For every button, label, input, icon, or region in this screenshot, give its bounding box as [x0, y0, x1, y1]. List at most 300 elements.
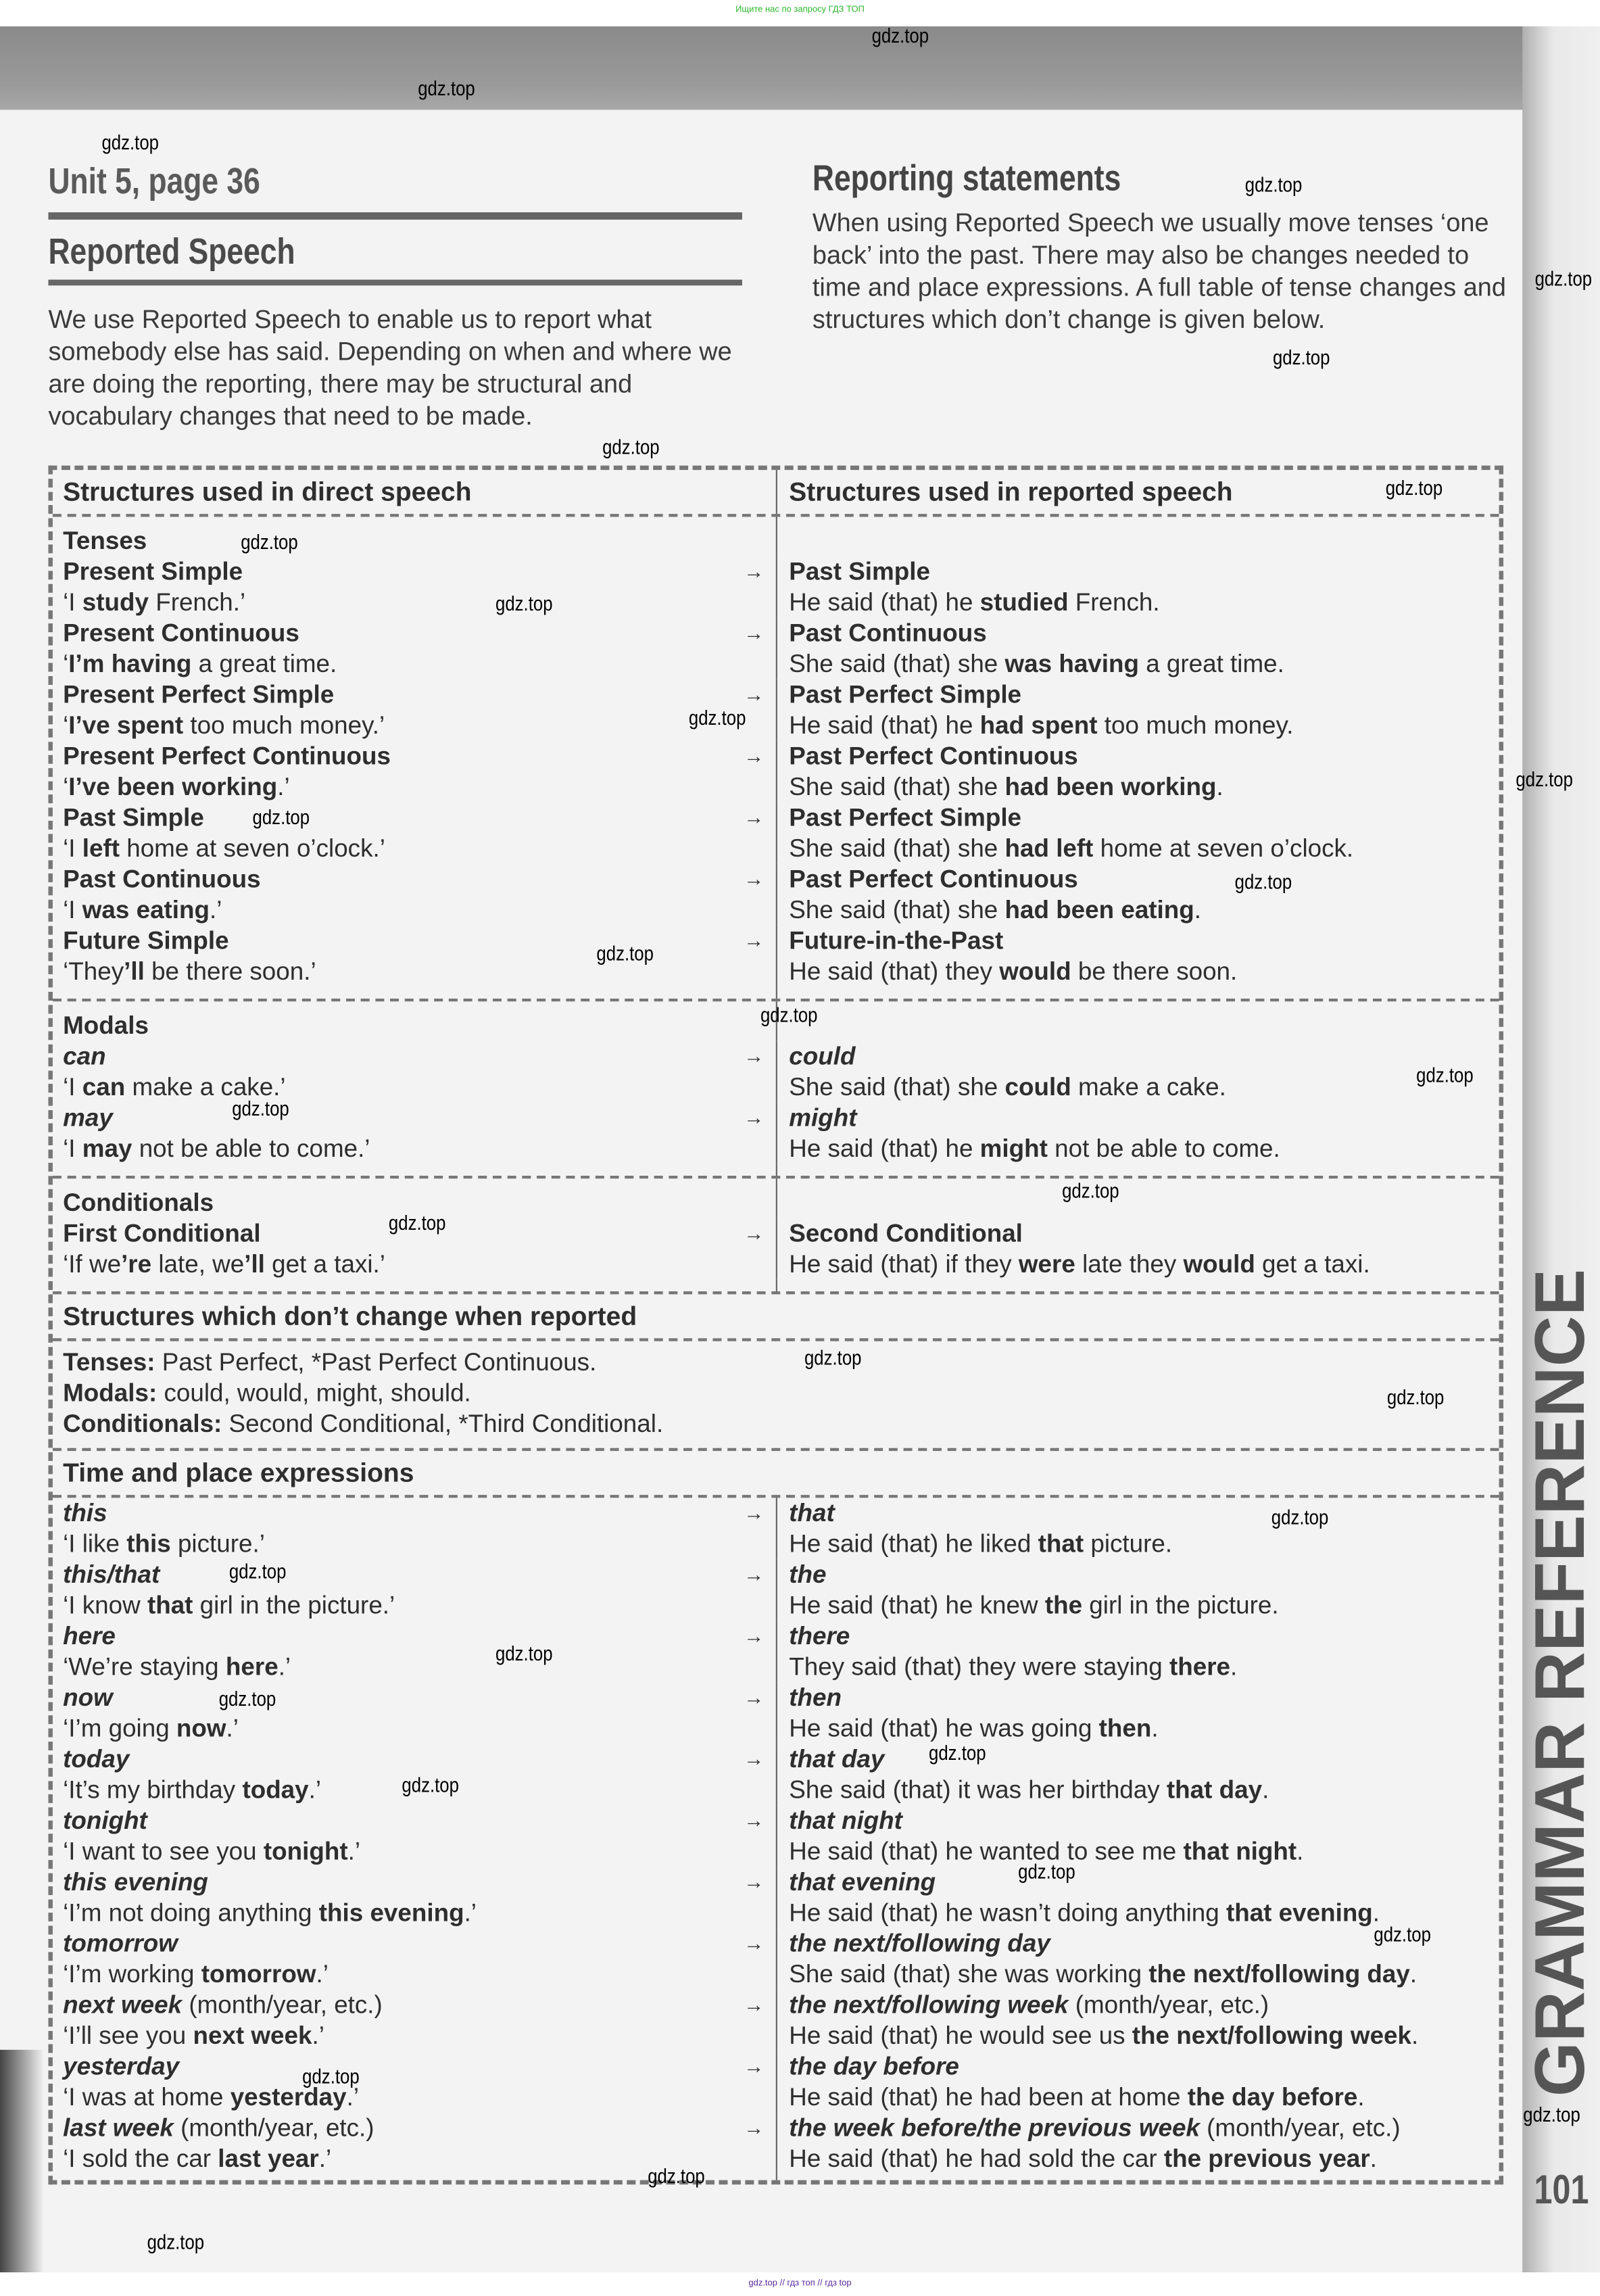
- reported-form-label: [789, 679, 1490, 710]
- table-row: [53, 1805, 1499, 1867]
- text-segment: then: [789, 1683, 842, 1712]
- direct-form-label: [63, 1498, 776, 1528]
- text-segment: girl in the picture.: [1082, 1592, 1279, 1620]
- direct-speech-cell: [53, 1103, 777, 1164]
- intro-paragraph: We use Reported Speech to enable us to report what somebody else has said. Depending on when and where we are doing the reporting, there may be structural and vocabulary changes that need to be made.: [48, 304, 732, 431]
- text-segment: ’ll: [124, 957, 145, 986]
- text-segment: this evening: [318, 1898, 464, 1927]
- text-segment: can: [82, 1073, 126, 1101]
- direct-form-label: [63, 1990, 776, 2020]
- watermark-text: gdz.top: [760, 1003, 818, 1027]
- text-segment: the next/following week: [789, 1991, 1069, 2019]
- section-label-row: [53, 1176, 1499, 1218]
- text-segment: Past Perfect Simple: [789, 803, 1022, 832]
- watermark-text: gdz.top: [402, 1773, 459, 1797]
- text-segment: picture.: [1084, 1530, 1173, 1558]
- text-segment: .: [1216, 773, 1223, 801]
- direct-example: [63, 771, 776, 802]
- arrow-right-icon: →: [744, 1562, 765, 1586]
- text-segment: left: [82, 834, 120, 863]
- reported-speech-cell: [777, 679, 1499, 741]
- text-segment: .: [1296, 1837, 1304, 1865]
- heading-rule: [48, 212, 742, 220]
- text-segment: picture.’: [170, 1530, 265, 1558]
- direct-example: [63, 1836, 776, 1867]
- watermark-text: gdz.top: [1244, 172, 1303, 197]
- watermark-text: gdz.top: [1416, 1063, 1474, 1086]
- table-end: [53, 2174, 1499, 2180]
- text-segment: can: [63, 1042, 106, 1071]
- text-segment: He said (that) he: [789, 711, 980, 740]
- text-segment: that evening: [789, 1868, 936, 1896]
- empty-cell: [777, 1178, 1499, 1218]
- text-segment: last year: [218, 2145, 319, 2173]
- text-segment: .: [1409, 1960, 1417, 1988]
- text-segment: that: [789, 1499, 835, 1527]
- spacer-cell: [777, 2174, 1499, 2180]
- reported-speech-cell: [777, 926, 1499, 987]
- reported-example: [789, 1133, 1490, 1164]
- direct-example: [63, 710, 776, 740]
- watermark-text: gdz.top: [418, 76, 475, 100]
- text-segment: now: [176, 1714, 226, 1743]
- reported-form-label: [789, 1218, 1490, 1249]
- text-segment: this evening: [63, 1868, 208, 1896]
- text-segment: tomorrow: [201, 1960, 316, 1988]
- direct-speech-cell: [53, 803, 777, 864]
- text-segment: .’: [210, 896, 222, 924]
- text-segment: ‘I sold the car: [63, 2145, 218, 2173]
- reported-example: [789, 894, 1490, 925]
- text-segment: be there soon.: [1071, 957, 1238, 986]
- direct-speech-cell: [53, 2051, 777, 2113]
- direct-form-label: [63, 1928, 776, 1959]
- reported-form-label: [789, 1621, 1490, 1651]
- watermark-text: gdz.top: [495, 591, 553, 615]
- watermark-text: gdz.top: [101, 130, 160, 154]
- direct-speech-heading: Structures used in direct speech: [63, 477, 472, 507]
- text-segment: .: [1411, 2022, 1419, 2050]
- direct-form-label: [63, 1867, 776, 1897]
- text-segment: ‘I know: [63, 1592, 147, 1620]
- reported-form-label: [789, 741, 1490, 771]
- text-segment: He said (that) he wasn’t doing anything: [789, 1898, 1226, 1927]
- text-segment: had been working: [1004, 773, 1217, 801]
- reported-speech-cell: [777, 556, 1499, 618]
- text-segment: ‘I was at home: [63, 2083, 231, 2111]
- text-segment: that night: [1183, 1837, 1297, 1865]
- watermark-text: gdz.top: [1385, 475, 1443, 500]
- text-segment: Past Simple: [789, 558, 930, 586]
- watermark-text: gdz.top: [147, 2230, 205, 2253]
- text-segment: She said (that) she: [789, 650, 1005, 678]
- reported-speech-cell: [777, 803, 1499, 864]
- text-segment: the next/following week: [1132, 2022, 1412, 2050]
- direct-form-label: [63, 1103, 776, 1133]
- text-segment: here: [63, 1622, 116, 1650]
- arrow-right-icon: →: [744, 2115, 765, 2139]
- text-segment: ‘I like: [63, 1530, 127, 1558]
- reported-form-label: [789, 1682, 1490, 1713]
- direct-form-label: [63, 803, 776, 833]
- arrow-right-icon: →: [744, 1221, 765, 1245]
- text-segment: .’: [318, 2145, 332, 2173]
- unchanged-item: [63, 1408, 1488, 1439]
- text-segment: Past Perfect Continuous: [789, 865, 1078, 894]
- text-segment: the previous year: [1163, 2145, 1370, 2173]
- text-segment: .’: [278, 1652, 291, 1681]
- top-banner[interactable]: Ищите нас по запросу ГДЗ ТОП: [0, 0, 1600, 26]
- text-segment: the next/following day: [1148, 1960, 1410, 1988]
- reported-speech-cell: [777, 618, 1499, 679]
- reported-form-label: [789, 803, 1490, 833]
- table-row: [53, 1041, 1499, 1103]
- reported-form-label: [789, 864, 1490, 894]
- table-row: [53, 1867, 1499, 1928]
- text-segment: too much money.: [1097, 711, 1294, 740]
- text-segment: home at seven o’clock.’: [120, 834, 385, 863]
- direct-speech-cell: [53, 1041, 777, 1103]
- text-segment: were: [1018, 1250, 1075, 1278]
- reported-speech-cell: [777, 1041, 1499, 1103]
- text-segment: ‘I’ll see you: [63, 2022, 193, 2050]
- reported-form-label: [789, 556, 1490, 587]
- text-segment: .: [1369, 2145, 1377, 2173]
- table-row: [53, 741, 1499, 803]
- arrow-right-icon: →: [744, 928, 765, 952]
- text-segment: ’re: [121, 1250, 152, 1278]
- text-segment: then: [1098, 1714, 1152, 1743]
- reported-example: [789, 2082, 1490, 2112]
- reported-example: [789, 2143, 1490, 2174]
- text-segment: He said (that) he: [789, 588, 980, 617]
- text-segment: .’: [308, 1775, 322, 1804]
- text-segment: Second Conditional, *Third Conditional.: [222, 1410, 664, 1438]
- arrow-right-icon: →: [744, 1685, 765, 1709]
- reported-speech-cell: [777, 741, 1499, 803]
- text-segment: the: [1044, 1592, 1083, 1620]
- arrow-right-icon: →: [744, 1869, 765, 1894]
- table-row: [53, 556, 1499, 618]
- text-segment: yesterday: [63, 2053, 180, 2081]
- arrow-right-icon: →: [744, 1808, 765, 1832]
- text-segment: Second Conditional: [789, 1219, 1023, 1248]
- text-segment: may: [63, 1103, 113, 1132]
- text-segment: Past Perfect, *Past Perfect Continuous.: [155, 1348, 597, 1377]
- text-segment: (month/year, etc.): [173, 2114, 374, 2143]
- direct-example: [63, 1249, 776, 1279]
- section-label: Tenses: [63, 527, 147, 555]
- reported-example: [789, 1529, 1490, 1559]
- reported-form-label: [789, 1744, 1490, 1774]
- reported-speech-cell: [777, 1990, 1499, 2051]
- reported-speech-cell: [777, 1744, 1499, 1805]
- text-segment: Past Continuous: [63, 865, 261, 894]
- text-segment: French.’: [148, 588, 246, 617]
- text-segment: He said (that) if they: [789, 1250, 1019, 1278]
- direct-speech-cell: [53, 618, 777, 679]
- text-segment: the week before/the previous week: [789, 2114, 1200, 2143]
- text-segment: next week: [193, 2022, 312, 2050]
- text-segment: there: [789, 1622, 850, 1650]
- section-spacer: [53, 987, 1499, 999]
- grammar-reference-label: GRAMMAR REFERENCE: [1522, 1268, 1600, 2097]
- watermark-text: gdz.top: [1523, 2102, 1580, 2126]
- arrow-right-icon: →: [744, 682, 765, 706]
- text-segment: .’: [464, 1898, 477, 1927]
- watermark-text: gdz.top: [1018, 1859, 1075, 1883]
- text-segment: .’: [312, 2022, 324, 2050]
- reported-example: [789, 771, 1490, 802]
- direct-example: [63, 1713, 776, 1744]
- section-label: Modals: [63, 1011, 149, 1040]
- direct-example: [63, 1133, 776, 1164]
- text-segment: had left: [1004, 834, 1094, 863]
- text-segment: .’: [347, 1837, 361, 1865]
- text-segment: could: [789, 1042, 856, 1071]
- text-segment: last week: [63, 2114, 174, 2143]
- watermark-text: gdz.top: [688, 705, 746, 730]
- text-segment: would: [999, 957, 1071, 986]
- direct-form-label: [63, 864, 776, 894]
- text-segment: the day before: [1187, 2083, 1358, 2111]
- text-segment: might: [789, 1103, 857, 1132]
- direct-speech-cell: [53, 926, 777, 987]
- text-segment: (month/year, etc.): [1068, 1991, 1269, 2019]
- text-segment: Past Continuous: [789, 619, 987, 648]
- direct-speech-cell: [53, 1682, 777, 1744]
- text-segment: now: [63, 1683, 113, 1712]
- text-segment: Tenses:: [63, 1348, 155, 1377]
- text-segment: could, would, might, should.: [157, 1379, 471, 1408]
- reported-example: [789, 956, 1490, 986]
- table-row: [53, 1744, 1499, 1805]
- watermark-text: gdz.top: [241, 529, 298, 554]
- reported-speech-cell: [777, 1559, 1499, 1621]
- text-segment: could: [1004, 1073, 1071, 1101]
- section-label-cell: [53, 517, 777, 556]
- reporting-statements-heading: Reporting statements: [812, 158, 1121, 199]
- text-segment: today: [63, 1745, 130, 1773]
- text-segment: Future-in-the-Past: [789, 926, 1004, 955]
- text-segment: ‘: [63, 773, 69, 801]
- text-segment: that day: [1166, 1775, 1263, 1804]
- watermark-text: gdz.top: [602, 435, 660, 458]
- text-segment: Present Perfect Continuous: [63, 742, 391, 771]
- direct-form-label: [63, 1805, 776, 1836]
- direct-form-label: [63, 679, 776, 710]
- direct-example: [63, 1529, 776, 1559]
- direct-speech-cell: [53, 1990, 777, 2051]
- text-segment: a great time.: [191, 650, 337, 678]
- text-segment: too much money.’: [183, 711, 385, 740]
- reported-form-label: [789, 1498, 1490, 1528]
- section-spacer: [53, 1280, 1499, 1291]
- text-segment: get a taxi.’: [264, 1250, 385, 1278]
- reported-speech-cell: [777, 1218, 1499, 1280]
- text-segment: First Conditional: [63, 1219, 261, 1248]
- table-row: [53, 2051, 1499, 2113]
- text-segment: tonight: [63, 1807, 147, 1835]
- reported-example: [789, 1590, 1490, 1621]
- text-segment: get a taxi.: [1255, 1250, 1370, 1278]
- text-segment: ‘I: [63, 588, 82, 617]
- text-segment: .’: [346, 2083, 360, 2111]
- direct-example: [63, 956, 776, 986]
- spacer-cell: [53, 1164, 777, 1176]
- reported-form-label: [789, 2113, 1490, 2143]
- text-segment: (month/year, etc.): [182, 1991, 383, 2019]
- watermark-text: gdz.top: [252, 805, 310, 829]
- text-segment: ‘I: [63, 834, 82, 863]
- arrow-right-icon: →: [744, 2054, 765, 2078]
- text-segment: this: [126, 1530, 171, 1558]
- text-segment: .: [1151, 1714, 1159, 1743]
- watermark-text: gdz.top: [596, 941, 654, 965]
- arrow-right-icon: →: [744, 621, 765, 644]
- arrow-right-icon: →: [744, 1044, 765, 1068]
- direct-example: [63, 1652, 776, 1682]
- section-label: Conditionals: [63, 1189, 214, 1217]
- direct-example: [63, 833, 776, 863]
- reported-example: [789, 710, 1490, 740]
- direct-form-label: [63, 1041, 776, 1072]
- watermark-text: gdz.top: [228, 1559, 287, 1583]
- section-title: Reported Speech: [48, 231, 295, 272]
- text-segment: that: [147, 1592, 193, 1620]
- text-segment: next week: [63, 1991, 183, 2019]
- direct-example: [63, 1590, 776, 1621]
- text-segment: tonight: [263, 1837, 348, 1865]
- text-segment: He said (that) he would see us: [789, 2022, 1132, 2050]
- text-segment: Past Simple: [63, 803, 204, 832]
- text-segment: ‘I’m working: [63, 1960, 201, 1988]
- direct-speech-cell: [53, 1928, 777, 1990]
- reported-speech-cell: [777, 1103, 1499, 1164]
- text-segment: be there soon.’: [144, 957, 316, 986]
- reported-example: [789, 1072, 1490, 1102]
- watermark-text: gdz.top: [1386, 1385, 1445, 1409]
- watermark-text: gdz.top: [1062, 1178, 1119, 1202]
- arrow-right-icon: →: [744, 559, 765, 583]
- text-segment: Past Perfect Continuous: [789, 742, 1078, 771]
- reported-form-label: [789, 926, 1490, 956]
- text-segment: .: [1230, 1652, 1238, 1681]
- text-segment: He said (that) he: [789, 1134, 980, 1163]
- text-segment: the: [789, 1560, 827, 1589]
- text-segment: They said (that) they were staying: [789, 1652, 1169, 1681]
- direct-form-label: [63, 2051, 776, 2082]
- direct-form-label: [63, 1744, 776, 1774]
- text-segment: She said (that) she: [789, 896, 1005, 924]
- text-segment: that evening: [1226, 1898, 1373, 1927]
- text-segment: .: [1357, 2083, 1365, 2111]
- table-row: [53, 1218, 1499, 1280]
- text-segment: not be able to come.’: [132, 1134, 370, 1163]
- watermark-text: gdz.top: [232, 1097, 289, 1120]
- arrow-right-icon: →: [744, 1623, 765, 1648]
- table-row: [53, 618, 1499, 679]
- text-segment: Conditionals:: [63, 1410, 222, 1438]
- table-row: [53, 926, 1499, 987]
- watermark-text: gdz.top: [1516, 767, 1573, 791]
- reported-form-label: [789, 1559, 1490, 1589]
- text-segment: this: [63, 1499, 107, 1527]
- table-row: [53, 2113, 1499, 2174]
- text-segment: ‘I: [63, 1134, 82, 1163]
- watermark-text: gdz.top: [495, 1641, 553, 1665]
- reported-form-label: [789, 2051, 1490, 2082]
- text-segment: He said (that) they: [789, 957, 1000, 986]
- text-segment: ‘It’s my birthday: [63, 1775, 243, 1804]
- page-number: 101: [1534, 2167, 1589, 2213]
- table-row: [53, 1621, 1499, 1682]
- spacer-cell: [777, 987, 1499, 999]
- text-segment: She said (that) she: [789, 773, 1005, 801]
- text-segment: .’: [277, 773, 290, 801]
- text-segment: Modals:: [63, 1379, 157, 1408]
- bottom-banner[interactable]: gdz.top // гдз топ // гдз top: [0, 2272, 1600, 2296]
- text-segment: was eating: [82, 896, 210, 924]
- direct-form-label: [63, 926, 776, 956]
- reported-speech-cell: [777, 2051, 1499, 2113]
- text-segment: ‘: [63, 650, 69, 678]
- direct-example: [63, 1072, 776, 1102]
- text-segment: study: [82, 588, 149, 617]
- arrow-right-icon: →: [744, 805, 765, 829]
- text-segment: ‘We’re staying: [63, 1652, 226, 1681]
- arrow-right-icon: →: [744, 1931, 765, 1955]
- text-segment: that: [1038, 1530, 1084, 1558]
- watermark-text: gdz.top: [1234, 869, 1292, 894]
- reported-form-label: [789, 1103, 1490, 1133]
- empty-cell: [777, 517, 1499, 556]
- direct-speech-cell: [53, 679, 777, 741]
- title-rule: [48, 280, 742, 286]
- text-segment: .: [1372, 1898, 1380, 1927]
- direct-speech-cell: [53, 1621, 777, 1682]
- text-segment: today: [242, 1775, 309, 1804]
- text-segment: He said (that) he liked: [789, 1530, 1038, 1558]
- text-segment: He said (that) he had sold the car: [789, 2145, 1164, 2173]
- text-segment: may: [82, 1134, 132, 1163]
- reporting-intro-paragraph: When using Reported Speech we usually move tenses ‘one back’ into the past. There may also be changes needed to time and place expressions. A full table of tense changes and structures which don’t change is given below.: [812, 208, 1506, 334]
- text-segment: Present Perfect Simple: [63, 681, 335, 709]
- text-segment: tomorrow: [63, 1930, 178, 1958]
- text-segment: the next/following day: [789, 1930, 1050, 1958]
- text-segment: He said (that) he had been at home: [789, 2083, 1188, 2111]
- direct-form-label: [63, 1559, 776, 1589]
- reported-example: [789, 1959, 1490, 1990]
- direct-example: [63, 2021, 776, 2051]
- section-label-cell: [53, 1001, 777, 1041]
- reported-form-label: [789, 1041, 1490, 1072]
- direct-form-label: [63, 741, 776, 771]
- text-segment: He said (that) he knew: [789, 1592, 1045, 1620]
- text-segment: girl in the picture.’: [193, 1592, 395, 1620]
- reported-form-label: [789, 1990, 1490, 2020]
- text-segment: I’m having: [68, 650, 192, 678]
- direct-speech-cell: [53, 864, 777, 926]
- spacer-cell: [777, 1164, 1499, 1176]
- text-segment: here: [225, 1652, 278, 1681]
- direct-form-label: [63, 618, 776, 648]
- text-segment: might: [979, 1134, 1048, 1163]
- watermark-text: gdz.top: [804, 1345, 862, 1369]
- text-segment: yesterday: [230, 2083, 347, 2111]
- table-row: [53, 1990, 1499, 2051]
- unchanged-item: [63, 1347, 1488, 1377]
